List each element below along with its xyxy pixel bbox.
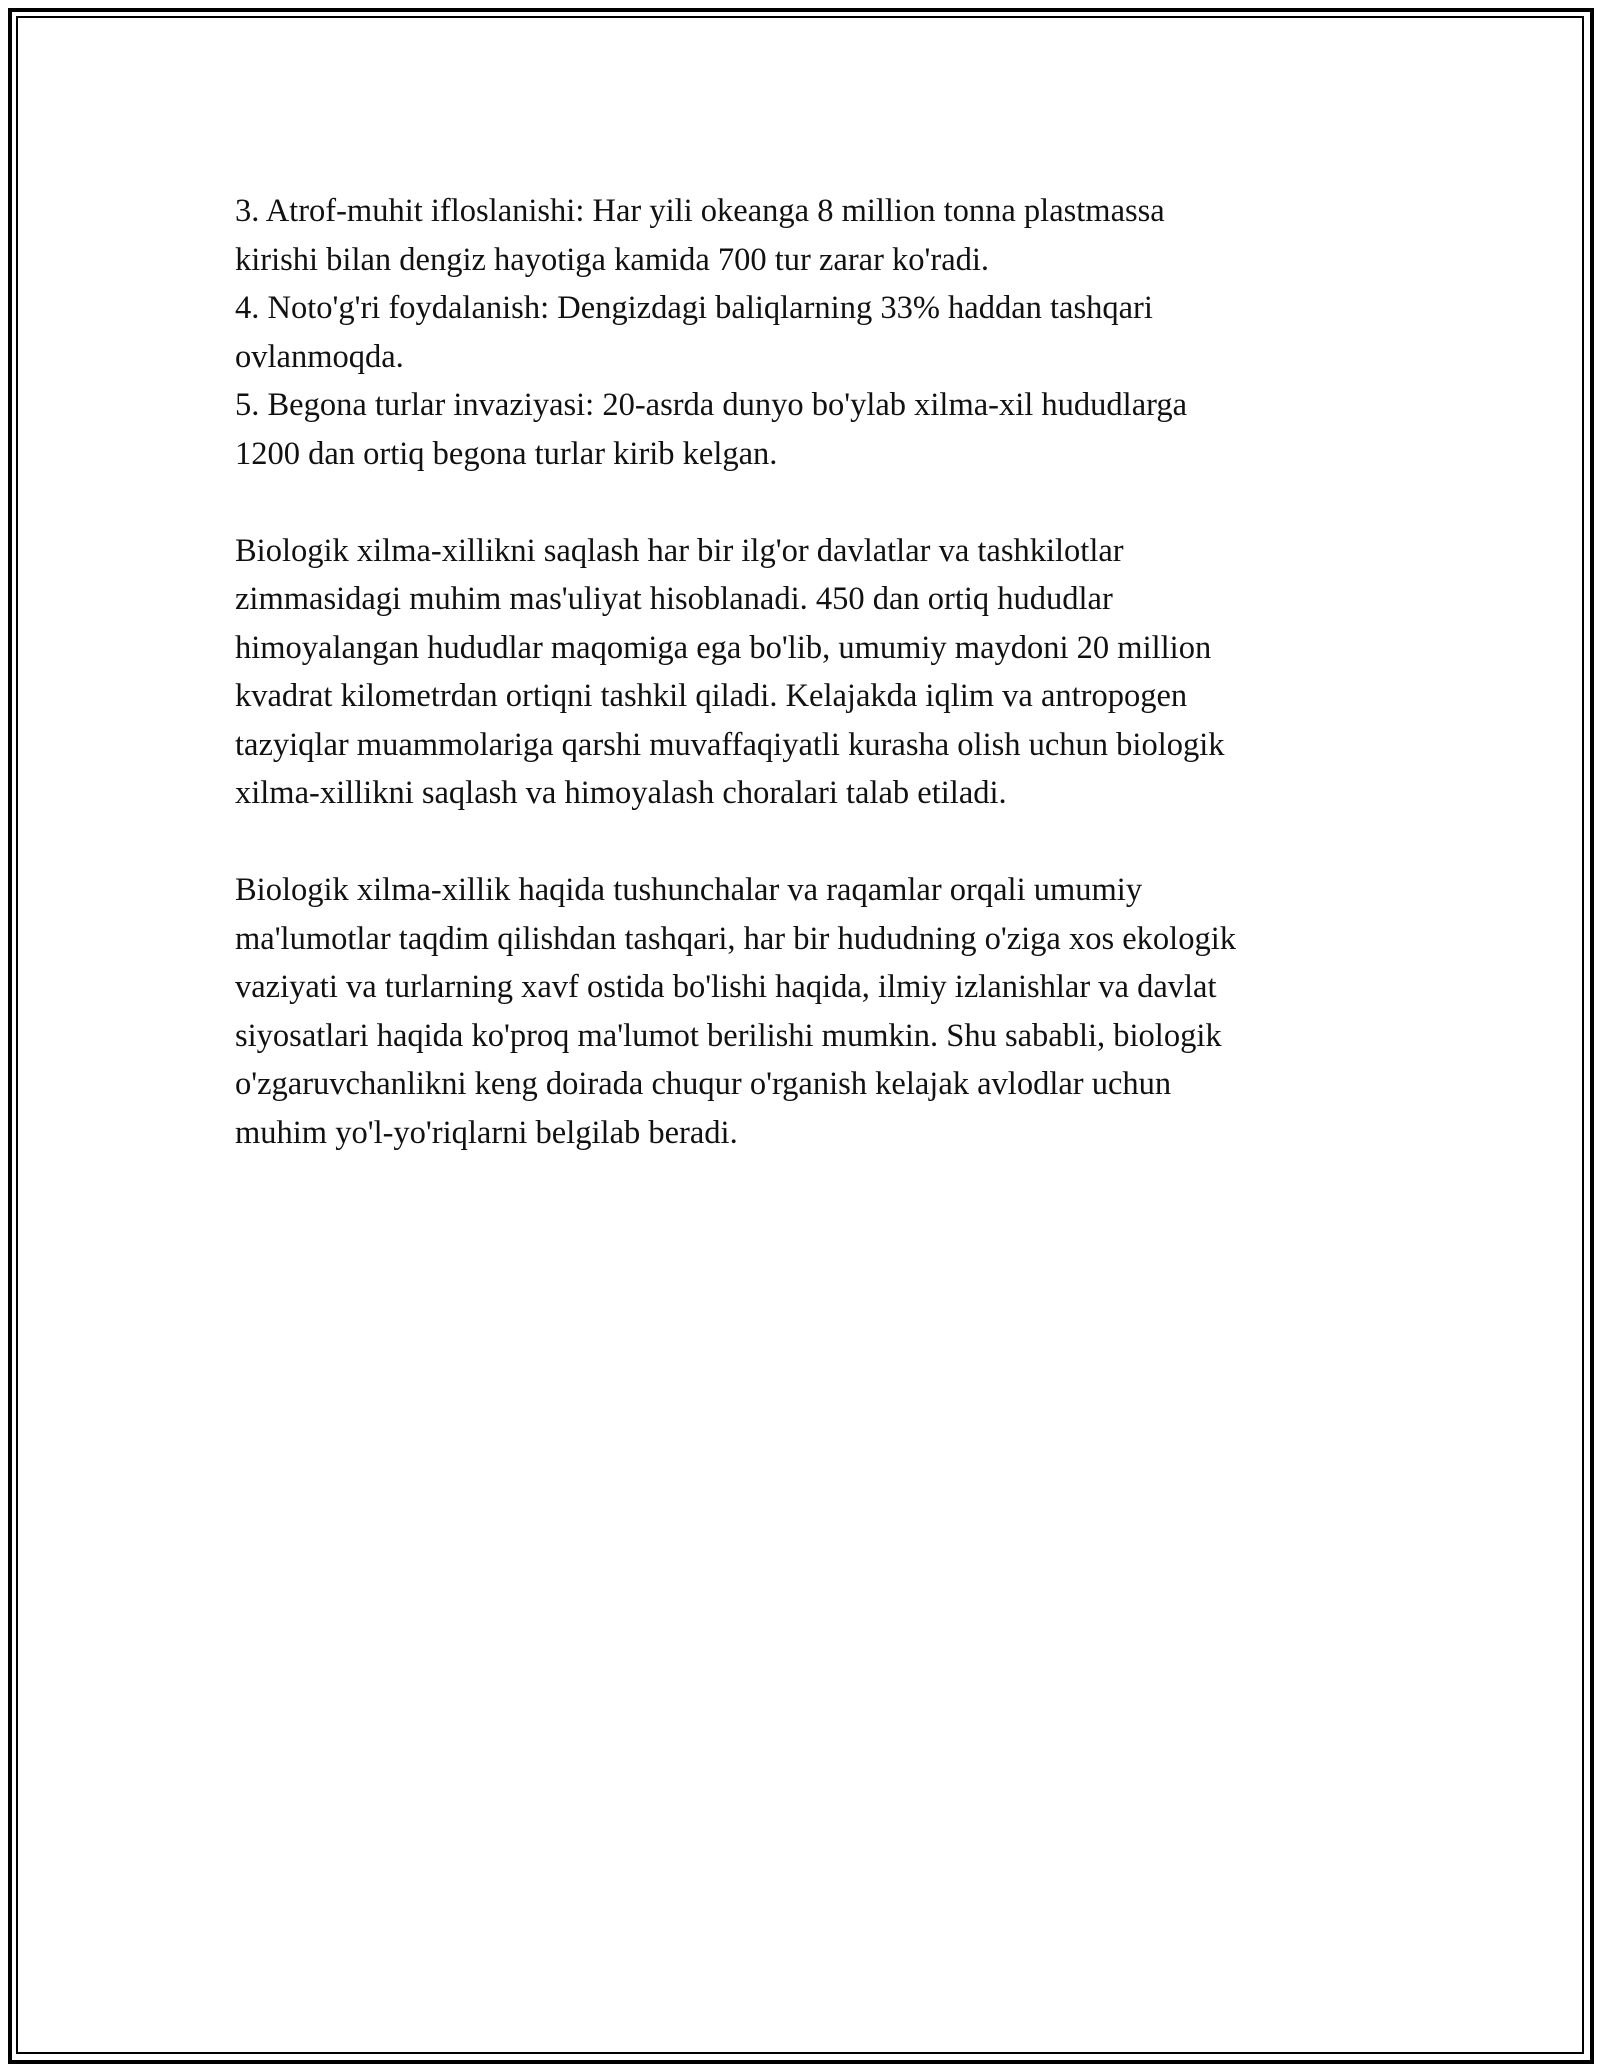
paragraph-line: himoyalangan hududlar maqomiga ega bo'lib, umumiy maydoni 20 million: [235, 629, 1212, 666]
paragraph-line: muhim yo'l-yo'riqlarni belgilab beradi.: [235, 1114, 738, 1151]
list-item-line: kirishi bilan dengiz hayotiga kamida 700 tur zarar ko'radi.: [235, 241, 990, 278]
paragraph-line: Biologik xilma-xillikni saqlash har bir ilg'or davlatlar va tashkilotlar: [235, 532, 1124, 569]
paragraph-line: tazyiqlar muammolariga qarshi muvaffaqiyatli kurasha olish uchun biologik: [235, 726, 1225, 763]
paragraph-line: kvadrat kilometrdan ortiqni tashkil qiladi. Kelajakda iqlim va antropogen: [235, 678, 1188, 714]
paragraph-line: siyosatlari haqida ko'proq ma'lumot berilishi mumkin. Shu sababli, biologik: [235, 1017, 1222, 1054]
conclusion-paragraph: [235, 866, 1375, 1157]
document-body: [235, 187, 1375, 1206]
list-item-line: 4. Noto'g'ri foydalanish: Dengizdagi baliqlarning 33% haddan tashqari: [235, 290, 1153, 326]
list-item-line: 3. Atrof-muhit ifloslanishi: Har yili okeanga 8 million tonna plastmassa: [235, 193, 1165, 229]
threats-list: [235, 187, 1375, 478]
paragraph-line: ma'lumotlar taqdim qilishdan tashqari, har bir hududning o'ziga xos ekologik: [235, 920, 1236, 957]
list-item-line: ovlanmoqda.: [235, 338, 404, 375]
list-item-line: 5. Begona turlar invaziyasi: 20-asrda dunyo bo'ylab xilma-xil hududlarga: [235, 387, 1188, 423]
conservation-paragraph: [235, 527, 1375, 818]
paragraph-line: o'zgaruvchanlikni keng doirada chuqur o'rganish kelajak avlodlar uchun: [235, 1066, 1172, 1102]
paragraph-line: vaziyati va turlarning xavf ostida bo'lishi haqida, ilmiy izlanishlar va davlat: [235, 969, 1217, 1005]
list-item-line: 1200 dan ortiq begona turlar kirib kelgan.: [235, 435, 778, 472]
paragraph-line: zimmasidagi muhim mas'uliyat hisoblanadi. 450 dan ortiq hududlar: [235, 581, 1113, 617]
paragraph-line: Biologik xilma-xillik haqida tushunchalar va raqamlar orqali umumiy: [235, 872, 1143, 908]
paragraph-line: xilma-xillikni saqlash va himoyalash choralari talab etiladi.: [235, 775, 1007, 811]
